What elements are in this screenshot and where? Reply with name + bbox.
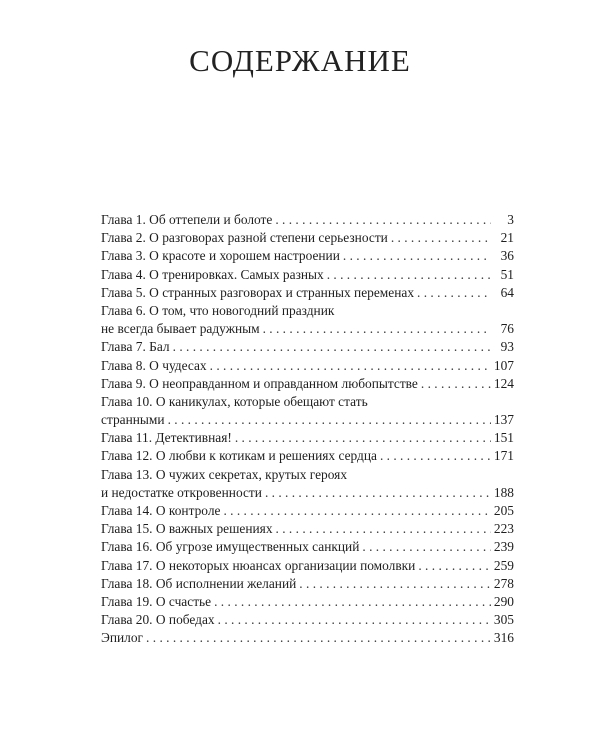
toc-entry-title: Глава 4. О тренировках. Самых разных: [101, 266, 324, 282]
toc-entry[interactable]: [101, 284, 514, 302]
toc-entry-title: Глава 17. О некоторых нюансах организации помолвки: [101, 557, 416, 573]
dot-leader: [146, 629, 491, 647]
toc-entry-title: Глава 20. О победах: [101, 612, 215, 628]
toc-entry-page-number: 151: [493, 430, 514, 446]
toc-entry-page-number: 3: [507, 212, 514, 227]
toc-entry-first-line: Глава 6. О том, что новогодний праздник: [101, 302, 335, 318]
toc-entry-title: Глава 2. О разговорах разной степени серьезности: [101, 230, 388, 246]
toc-entry-page-number: 259: [493, 557, 514, 573]
toc-entry-page-number: 305: [493, 612, 514, 628]
dot-leader: [235, 429, 491, 447]
toc-entry-page-number: 124: [493, 375, 514, 391]
toc-entry[interactable]: [101, 266, 514, 284]
toc-entry-title: Глава 8. О чудесах: [101, 357, 207, 373]
toc-entry[interactable]: [101, 411, 514, 429]
toc-entry[interactable]: [101, 611, 514, 629]
toc-entry-title: Глава 5. О странных разговорах и странных переменах: [101, 284, 415, 300]
toc-entry-page-number: 188: [493, 484, 514, 500]
toc-entry[interactable]: [101, 484, 514, 502]
dot-leader: [218, 611, 491, 629]
toc-entry-first-line: Глава 13. О чужих секретах, крутых героях: [101, 466, 348, 482]
toc-entry[interactable]: [101, 502, 514, 520]
toc-entry-title: Глава 11. Детективная!: [101, 430, 232, 446]
toc-entry-title: Глава 3. О красоте и хорошем настроении: [101, 248, 340, 264]
toc-entry-page-number: 171: [493, 448, 514, 464]
toc-entry-title: и недостатке откровенности: [101, 484, 262, 500]
toc-entry[interactable]: [101, 320, 514, 338]
dot-leader: [210, 357, 491, 375]
dot-leader: [173, 338, 491, 356]
dot-leader: [327, 266, 491, 284]
dot-leader: [343, 247, 491, 265]
toc-entry-page-number: 290: [493, 593, 514, 609]
toc-entry[interactable]: [101, 211, 514, 229]
toc-entry-page-number: 137: [493, 412, 514, 428]
toc-entry-page-number: 223: [493, 521, 514, 537]
dot-leader: [214, 593, 491, 611]
toc-entry-title: Глава 9. О неоправданном и оправданном любопытстве: [101, 375, 418, 391]
dot-leader: [265, 484, 491, 502]
toc-entry-page-number: 21: [500, 230, 514, 246]
dot-leader: [223, 502, 490, 520]
toc-entry-title: не всегда бывает радужным: [101, 321, 260, 337]
dot-leader: [362, 538, 491, 556]
toc-entry-page-number: 51: [500, 266, 514, 282]
dot-leader: [276, 520, 491, 538]
toc-entry-page-number: 93: [500, 339, 514, 355]
toc-entry-page-number: 76: [500, 321, 514, 337]
toc-entry[interactable]: [101, 338, 514, 356]
toc-entry[interactable]: [101, 538, 514, 556]
dot-leader: [168, 411, 491, 429]
toc-entry[interactable]: [101, 520, 514, 538]
toc-entry-title: Глава 12. О любви к котикам и решениях сердца: [101, 448, 377, 464]
toc-entry[interactable]: [101, 357, 514, 375]
toc-entry[interactable]: [101, 447, 514, 465]
dot-leader: [391, 229, 491, 247]
toc-entry[interactable]: [101, 575, 514, 593]
toc-entry[interactable]: [101, 429, 514, 447]
dot-leader: [421, 375, 491, 393]
toc-entry-page-number: 239: [493, 539, 514, 555]
toc-entry[interactable]: [101, 229, 514, 247]
toc-entry-title: Глава 14. О контроле: [101, 503, 221, 518]
toc-entry-title: Глава 16. Об угрозе имущественных санкций: [101, 539, 360, 555]
dot-leader: [299, 575, 491, 593]
toc-entry-page-number: 205: [493, 503, 514, 518]
toc-entry-first-line: Глава 10. О каникулах, которые обещают стать: [101, 393, 368, 409]
toc-entry-title: Глава 18. Об исполнении желаний: [101, 575, 297, 591]
toc-entry-title: Глава 1. Об оттепели и болоте: [101, 212, 273, 227]
toc-entry-title: Глава 19. О счастье: [101, 593, 212, 609]
toc-entry-title: Эпилог: [101, 630, 144, 646]
toc-entry-title: Глава 7. Бал: [101, 339, 170, 355]
table-of-contents: [101, 211, 514, 648]
toc-entry-title: Глава 15. О важных решениях: [101, 521, 273, 537]
toc-entry-page-number: 316: [493, 630, 514, 646]
toc-entry[interactable]: [101, 247, 514, 265]
toc-entry[interactable]: [101, 593, 514, 611]
toc-entry-page-number: 278: [493, 575, 514, 591]
toc-entry[interactable]: [101, 557, 514, 575]
toc-entry[interactable]: [101, 629, 514, 647]
dot-leader: [417, 284, 491, 302]
dot-leader: [275, 211, 491, 229]
toc-entry-title: странными: [101, 412, 165, 428]
page-title: СОДЕРЖАНИЕ: [189, 43, 411, 78]
toc-entry[interactable]: [101, 375, 514, 393]
toc-entry-page-number: 36: [500, 248, 514, 264]
dot-leader: [263, 320, 491, 338]
toc-entry-page-number: 107: [493, 357, 514, 373]
toc-entry-page-number: 64: [500, 284, 514, 300]
dot-leader: [418, 557, 491, 575]
dot-leader: [380, 447, 491, 465]
